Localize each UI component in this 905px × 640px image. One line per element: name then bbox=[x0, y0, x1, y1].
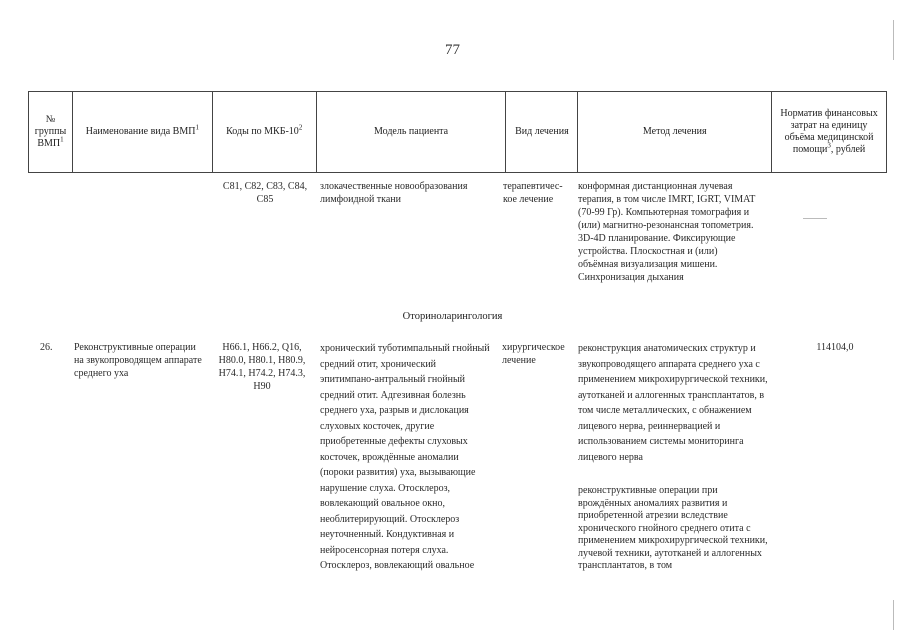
row-treatment-type: хирургическое лечение bbox=[502, 342, 565, 366]
row-number: 26. bbox=[40, 342, 53, 353]
row-icd-codes: H66.1, H66.2, Q16, H80.0, H80.1, H80.9, H74.1, H74.2, H74.3, H90 bbox=[218, 342, 306, 392]
continued-row-treatment-type: терапевтичес-кое лечение bbox=[503, 181, 563, 205]
scan-artifact-bottom bbox=[893, 600, 894, 630]
header-patient-model: Модель пациента bbox=[317, 92, 507, 172]
table-header bbox=[28, 91, 887, 173]
row-vmp-name: Реконструктивные операции на звукопроводящем аппарате среднего уха bbox=[74, 342, 202, 379]
row-financial-norm: 114104,0 bbox=[816, 342, 854, 353]
header-icd-codes: Коды по МКБ-$10^2$ bbox=[213, 92, 317, 172]
header-vmp-name: Наименование вида ВМП$^1$ bbox=[73, 92, 213, 172]
scan-artifact-dash bbox=[803, 218, 827, 219]
header-financial-norm: Норматив финансовых затрат на единицу объёма медицинской помощи$^3$, рублей bbox=[772, 92, 887, 172]
section-title: Оториноларингология bbox=[402, 311, 503, 322]
header-treatment-method: Метод лечения bbox=[578, 92, 772, 172]
header-treatment-type: Вид лечения bbox=[506, 92, 578, 172]
continued-row-patient-model: злокачественные новообразования лимфоидной ткани bbox=[320, 181, 468, 205]
continued-row-codes: C81, C82, C83, C84, C85 bbox=[222, 181, 308, 205]
row-patient-model: хронический туботимпальный гнойный средний отит, хронический эпитимпано-антральный гнойный средний отит. Адгезивная болезнь среднего уха, разрыв и дислокация слуховых косточек, другие приобретенные дефекты слуховых косточек, врождённые аномалии (пороки развития) уха, вызывающие нарушение слуха. Отосклероз, вовлекающий овальное окно, необлитерирующий. Отосклероз неуточненный. Кондуктивная и нейросенсорная потеря слуха. Отосклероз, вовлекающий овальное bbox=[320, 343, 490, 571]
continued-row-method: конформная дистанционная лучевая терапия, в том числе IMRT, IGRT, VIMAT (70-99 Гр). Компьютерная томография и (или) магнитно-резонансная топометрия. 3D-4D планирование. Фиксирующие устройства. Плоскостная и (или) объёмная визуализация мишени. Синхронизация дыхания bbox=[578, 181, 756, 283]
scan-artifact-top bbox=[893, 20, 894, 60]
page-number: 77 bbox=[445, 42, 460, 58]
row-method-1: реконструкция анатомических структур и звукопроводящего аппарата среднего уха с применением микрохирургической техники, аутотканей и аллогенных трансплантатов, в том числе металлических, с обнажением лицевого нерва, реиннервацией и использованием системы мониторинга лицевого нерва bbox=[578, 343, 768, 463]
header-group-number: № группы ВМП$^1$ bbox=[29, 92, 73, 172]
row-method-2: реконструктивные операции при врождённых аномалиях развития и приобретенной атрезии вследствие хронического гнойного среднего отита с применением микрохирургической техники, лучевой техники, аутотканей и аллогенных трансплантатов, в том bbox=[578, 485, 768, 571]
